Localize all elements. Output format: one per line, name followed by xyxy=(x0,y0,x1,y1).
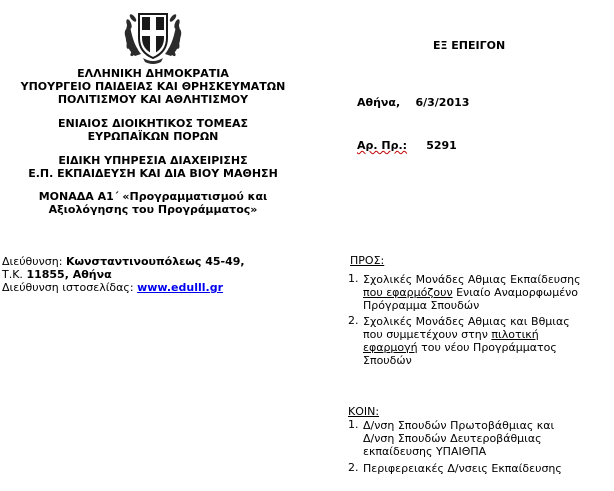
list-item xyxy=(345,315,614,367)
website-row xyxy=(2,281,302,294)
service-name-line1: ΕΙΔΙΚΗ ΥΠΗΡΕΣΙΑ ΔΙΑΧΕΙΡΙΣΗΣ xyxy=(58,154,248,167)
sector-name-line2: ΕΥΡΩΠΑΪΚΩΝ ΠΟΡΩΝ xyxy=(87,130,219,143)
list-item-text: Ενιαίο Αναμορφωμένο xyxy=(452,286,579,299)
unit-name-line2: Αξιολόγησης του Προγράμματος» xyxy=(48,203,258,216)
reference-number-row xyxy=(357,139,457,152)
list-item-number: 1. xyxy=(348,418,359,431)
list-item xyxy=(345,419,614,458)
cc-list xyxy=(345,419,614,475)
postal-value: 11855, Αθήνα xyxy=(26,268,112,281)
street-address xyxy=(2,255,302,268)
street-label: Διεύθυνση: xyxy=(2,255,66,268)
website-link[interactable]: www.edulll.gr xyxy=(137,281,223,294)
website-label: Διεύθυνση ιστοσελίδας: xyxy=(2,281,138,294)
underlined-phrase: πιλοτική xyxy=(491,328,539,341)
list-item-line: Δ/νση Σπουδών Πρωτοβάθμιας και xyxy=(363,419,555,432)
underlined-phrase: που εφαρμόζουν xyxy=(363,286,453,299)
list-item-number: 1. xyxy=(348,272,359,285)
date: 6/3/2013 xyxy=(415,96,470,109)
list-item xyxy=(345,462,614,475)
ministry-name-line1: ΥΠΟΥΡΓΕΙΟ ΠΑΙΔΕΙΑΣ ΚΑΙ ΘΡΗΣΚΕΥΜΑΤΩΝ xyxy=(20,80,286,93)
list-item-line: εκπαίδευσης ΥΠΑΙΘΠΑ xyxy=(363,445,487,458)
list-item-line: Σχολικές Μονάδες Αθμιας Εκπαίδευσης xyxy=(363,273,581,286)
underlined-phrase: εφαρμογή xyxy=(363,341,418,354)
to-list xyxy=(345,273,614,367)
list-item-line: Δ/νση Σπουδών Δευτεροβάθμιας xyxy=(363,432,542,445)
service-name-line2: Ε.Π. ΕΚΠΑΙΔΕΥΣΗ ΚΑΙ ΔΙΑ ΒΙΟΥ ΜΑΘΗΣΗ xyxy=(28,167,278,180)
list-item-number: 2. xyxy=(348,314,359,327)
list-item-number: 2. xyxy=(348,461,359,474)
recipient-column xyxy=(345,0,614,491)
list-item xyxy=(345,273,614,312)
place-date xyxy=(357,96,469,109)
street-value: Κωνσταντινουπόλεως 45-49, xyxy=(65,255,245,268)
ministry-name-line2: ΠΟΛΙΤΙΣΜΟΥ ΚΑΙ ΑΘΛΗΤΙΣΜΟΥ xyxy=(57,93,249,106)
list-item-line: Σχολικές Μονάδες Αθμιας και Βθμιας xyxy=(363,315,570,328)
reference-label: Αρ. Πρ.: xyxy=(357,139,408,152)
list-item-line xyxy=(363,341,614,354)
list-item-line xyxy=(363,286,614,299)
cc-heading: ΚΟΙΝ: xyxy=(348,405,380,418)
list-item-line: Σπουδών xyxy=(363,354,412,367)
address-block xyxy=(2,255,302,294)
list-item-text: που συμμετέχουν στην xyxy=(363,328,492,341)
list-item-line: Πρόγραμμα Σπουδών xyxy=(363,299,480,312)
issuer-header xyxy=(0,67,306,216)
place: Αθήνα, xyxy=(357,96,401,109)
hellenic-emblem-logo xyxy=(121,4,185,66)
list-item-line xyxy=(363,328,614,341)
republic-name: ΕΛΛΗΝΙΚΗ ΔΗΜΟΚΡΑΤΙΑ xyxy=(77,67,229,80)
list-item-text: του νέου Προγράμματος xyxy=(417,341,557,354)
unit-name-line1: ΜΟΝΑΔΑ Α1΄ «Προγραμματισμού και xyxy=(38,190,268,203)
postal-label: Τ.Κ. xyxy=(2,268,27,281)
to-heading: ΠΡΟΣ: xyxy=(350,254,385,267)
sector-name-line1: ΕΝΙΑΙΟΣ ΔΙΟΙΚΗΤΙΚΟΣ ΤΟΜΕΑΣ xyxy=(57,117,249,130)
list-item-line: Περιφερειακές Δ/νσεις Εκπαίδευσης xyxy=(363,462,562,475)
reference-number: 5291 xyxy=(426,139,457,152)
postal-address xyxy=(2,268,302,281)
urgency-label: ΕΞ ΕΠΕΙΓΟΝ xyxy=(433,39,506,52)
